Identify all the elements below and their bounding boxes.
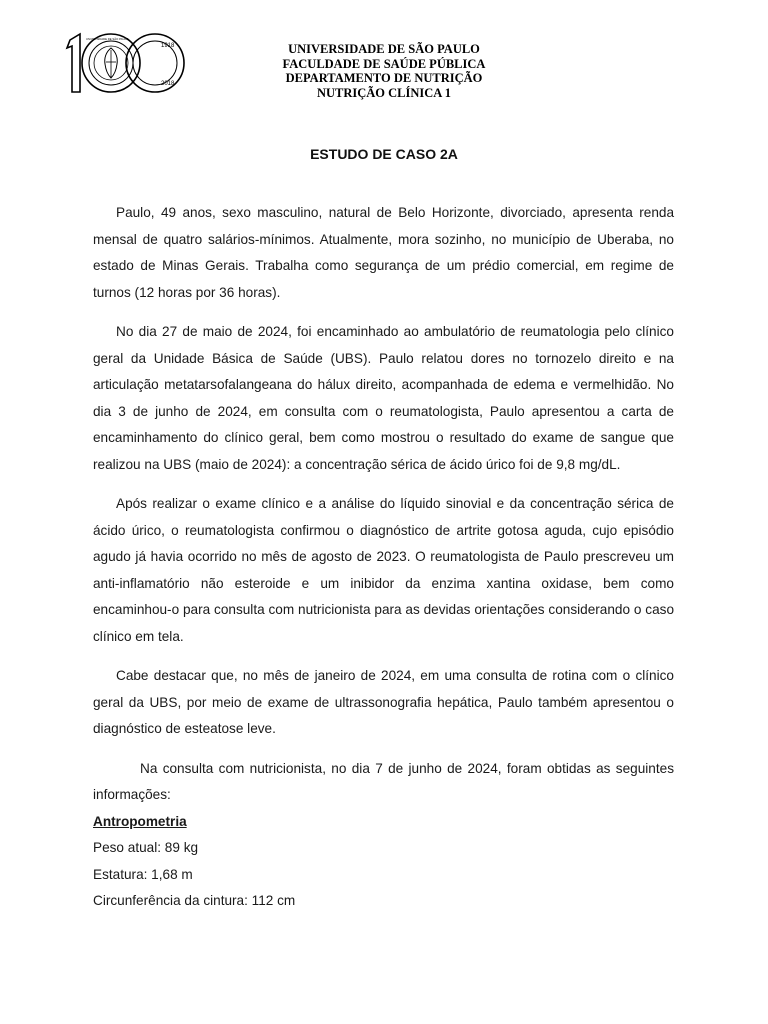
header-course: NUTRIÇÃO CLÍNICA 1: [316, 85, 452, 100]
document-title: ESTUDO DE CASO 2A: [310, 146, 458, 162]
logo-year-start: 1918: [161, 43, 175, 49]
header-faculty: FACULDADE DE SAÚDE PÚBLICA: [282, 56, 486, 71]
paragraph-patient-profile: Paulo, 49 anos, sexo masculino, natural de Belo Horizonte, divorciado, apresenta renda mensal de quatro salários-mínimos. Atualmente, mora sozinho, no município de Uberaba, no estado de Minas Gerais. Trabalha como segurança de um prédio comercial, em regime de turnos (12 horas por 36 horas).: [93, 205, 674, 300]
paragraph-diagnosis: Após realizar o exame clínico e a análise do líquido sinovial e da concentração sérica de ácido úrico, o reumatologista confirmou o diagnóstico de artrite gotosa aguda, cujo episódio agudo já havia ocorrido no mês de agosto de 2023. O reumatologista de Paulo prescreveu um anti-inflamatório não esteroide e um inibidor da enzima xantina oxidase, bem como encaminhou-o para consulta com nutricionista para as devidas orientações considerando o caso clínico em tela.: [93, 496, 674, 644]
paragraph-referral: No dia 27 de maio de 2024, foi encaminhado ao ambulatório de reumatologia pelo clínico geral da Unidade Básica de Saúde (UBS). Paulo relatou dores no tornozelo direito e na articulação metatarsofalangeana do hálux direito, acompanhada de edema e vermelhidão. No dia 3 de junho de 2024, em consulta com o reumatologista, Paulo apresentou a carta de encaminhamento do clínico geral, bem como mostrou o resultado do exame de sangue que realizou na UBS (maio de 2024): a concentração sérica de ácido úrico foi de 9,8 mg/dL.: [93, 324, 674, 472]
anthropometry-height: Estatura: 1,68 m: [93, 866, 193, 882]
section-title-anthropometry: Antropometria: [93, 813, 187, 829]
usp-100-years-logo: [64, 32, 186, 94]
logo-year-end: 2018: [161, 81, 175, 87]
anthropometry-weight: Peso atual: 89 kg: [93, 840, 199, 855]
header-department: DEPARTAMENTO DE NUTRIÇÃO: [285, 71, 483, 85]
case-study-body: [93, 200, 674, 915]
paragraph-steatosis: Cabe destacar que, no mês de janeiro de 2024, em uma consulta de rotina com o clínico geral da UBS, por meio de exame de ultrassonografia hepática, Paulo também apresentou o diagnóstico de esteatose leve.: [93, 668, 674, 736]
anthropometry-waist: Circunferência da cintura: 112 cm: [93, 893, 296, 908]
paragraph-nutrition-consult: Na consulta com nutricionista, no dia 7 de junho de 2024, foram obtidas as seguintes informações:: [93, 760, 674, 802]
logo-seal-text: UNIVERSIDADE DE SÃO PAULO: [86, 37, 129, 41]
institution-header: [250, 42, 518, 100]
header-university: UNIVERSIDADE DE SÃO PAULO: [288, 42, 480, 56]
